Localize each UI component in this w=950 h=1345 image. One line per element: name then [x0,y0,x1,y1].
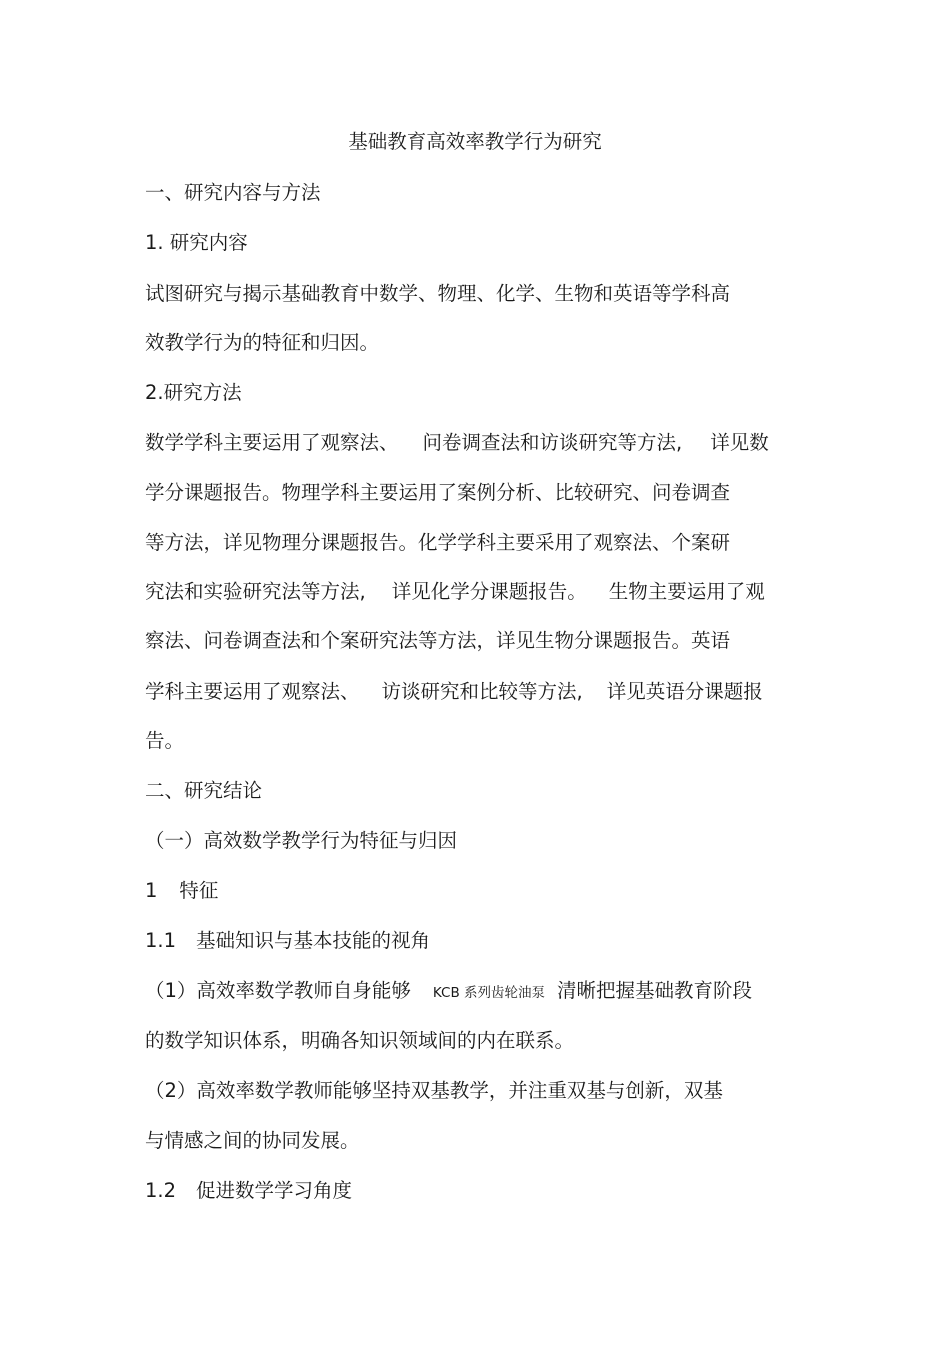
text-span: 详见化学分课题报告。 [391,580,587,603]
text-span: 访谈研究和比较等方法, [381,680,583,703]
item-label: 促进数学学习角度 [196,1179,353,1202]
text-span: 详见数 [710,431,769,454]
paragraph-line: 告。 [145,729,185,752]
text-span: （1）高效率数学教师自身能够 [145,979,411,1002]
paragraph-line: 察法、问卷调查法和个案研究法等方法，详见生物分课题报告。英语 [145,629,731,652]
paragraph-line [145,679,763,705]
subsection-heading-1-1: 1. 研究内容 [145,231,248,254]
section-heading-1: 一、研究内容与方法 [145,181,321,204]
paragraph-line [145,430,769,456]
text-span: 详见英语分课题报 [606,680,763,703]
item-label: 基础知识与基本技能的视角 [196,929,431,952]
item-number: 1.1 [145,929,177,952]
item-number: 1.2 [145,1179,177,1202]
subsection-heading-2-1: （一）高效数学教学行为特征与归因 [145,829,458,852]
paragraph-line: 效教学行为的特征和归因。 [145,331,380,354]
paragraph-line: 与情感之间的协同发展。 [145,1129,360,1152]
document-title: 基础教育高效率教学行为研究 [348,130,602,153]
section-heading-2: 二、研究结论 [145,779,263,802]
paragraph-line: 的数学知识体系，明确各知识领域间的内在联系。 [145,1029,575,1052]
paragraph-line [145,978,752,1006]
paragraph-line: 试图研究与揭示基础教育中数学、物理、化学、生物和英语等学科高 [145,282,731,305]
item-heading-1-1 [145,928,430,954]
text-span-small: KCB 系列齿轮油泵 [432,985,546,1001]
item-number: 1 [145,879,158,902]
text-span: 究法和实验研究法等方法, [145,580,366,603]
paragraph-line: 等方法，详见物理分课题报告。化学学科主要采用了观察法、个案研 [145,531,731,554]
text-span: 清晰把握基础教育阶段 [557,979,753,1002]
item-label: 特征 [179,879,219,902]
item-heading-1-2 [145,1178,352,1204]
paragraph-line [145,579,765,605]
text-span: 学科主要运用了观察法、 [145,680,360,703]
text-span: 数学学科主要运用了观察法、 [145,431,399,454]
subsection-heading-1-2: 2.研究方法 [145,381,242,404]
item-heading-1 [145,878,218,904]
text-span: 问卷调查法和访谈研究等方法, [422,431,683,454]
paragraph-line: （2）高效率数学教师能够坚持双基教学，并注重双基与创新，双基 [145,1079,723,1102]
paragraph-line: 学分课题报告。物理学科主要运用了案例分析、比较研究、问卷调查 [145,481,731,504]
text-span: 生物主要运用了观 [608,580,765,603]
